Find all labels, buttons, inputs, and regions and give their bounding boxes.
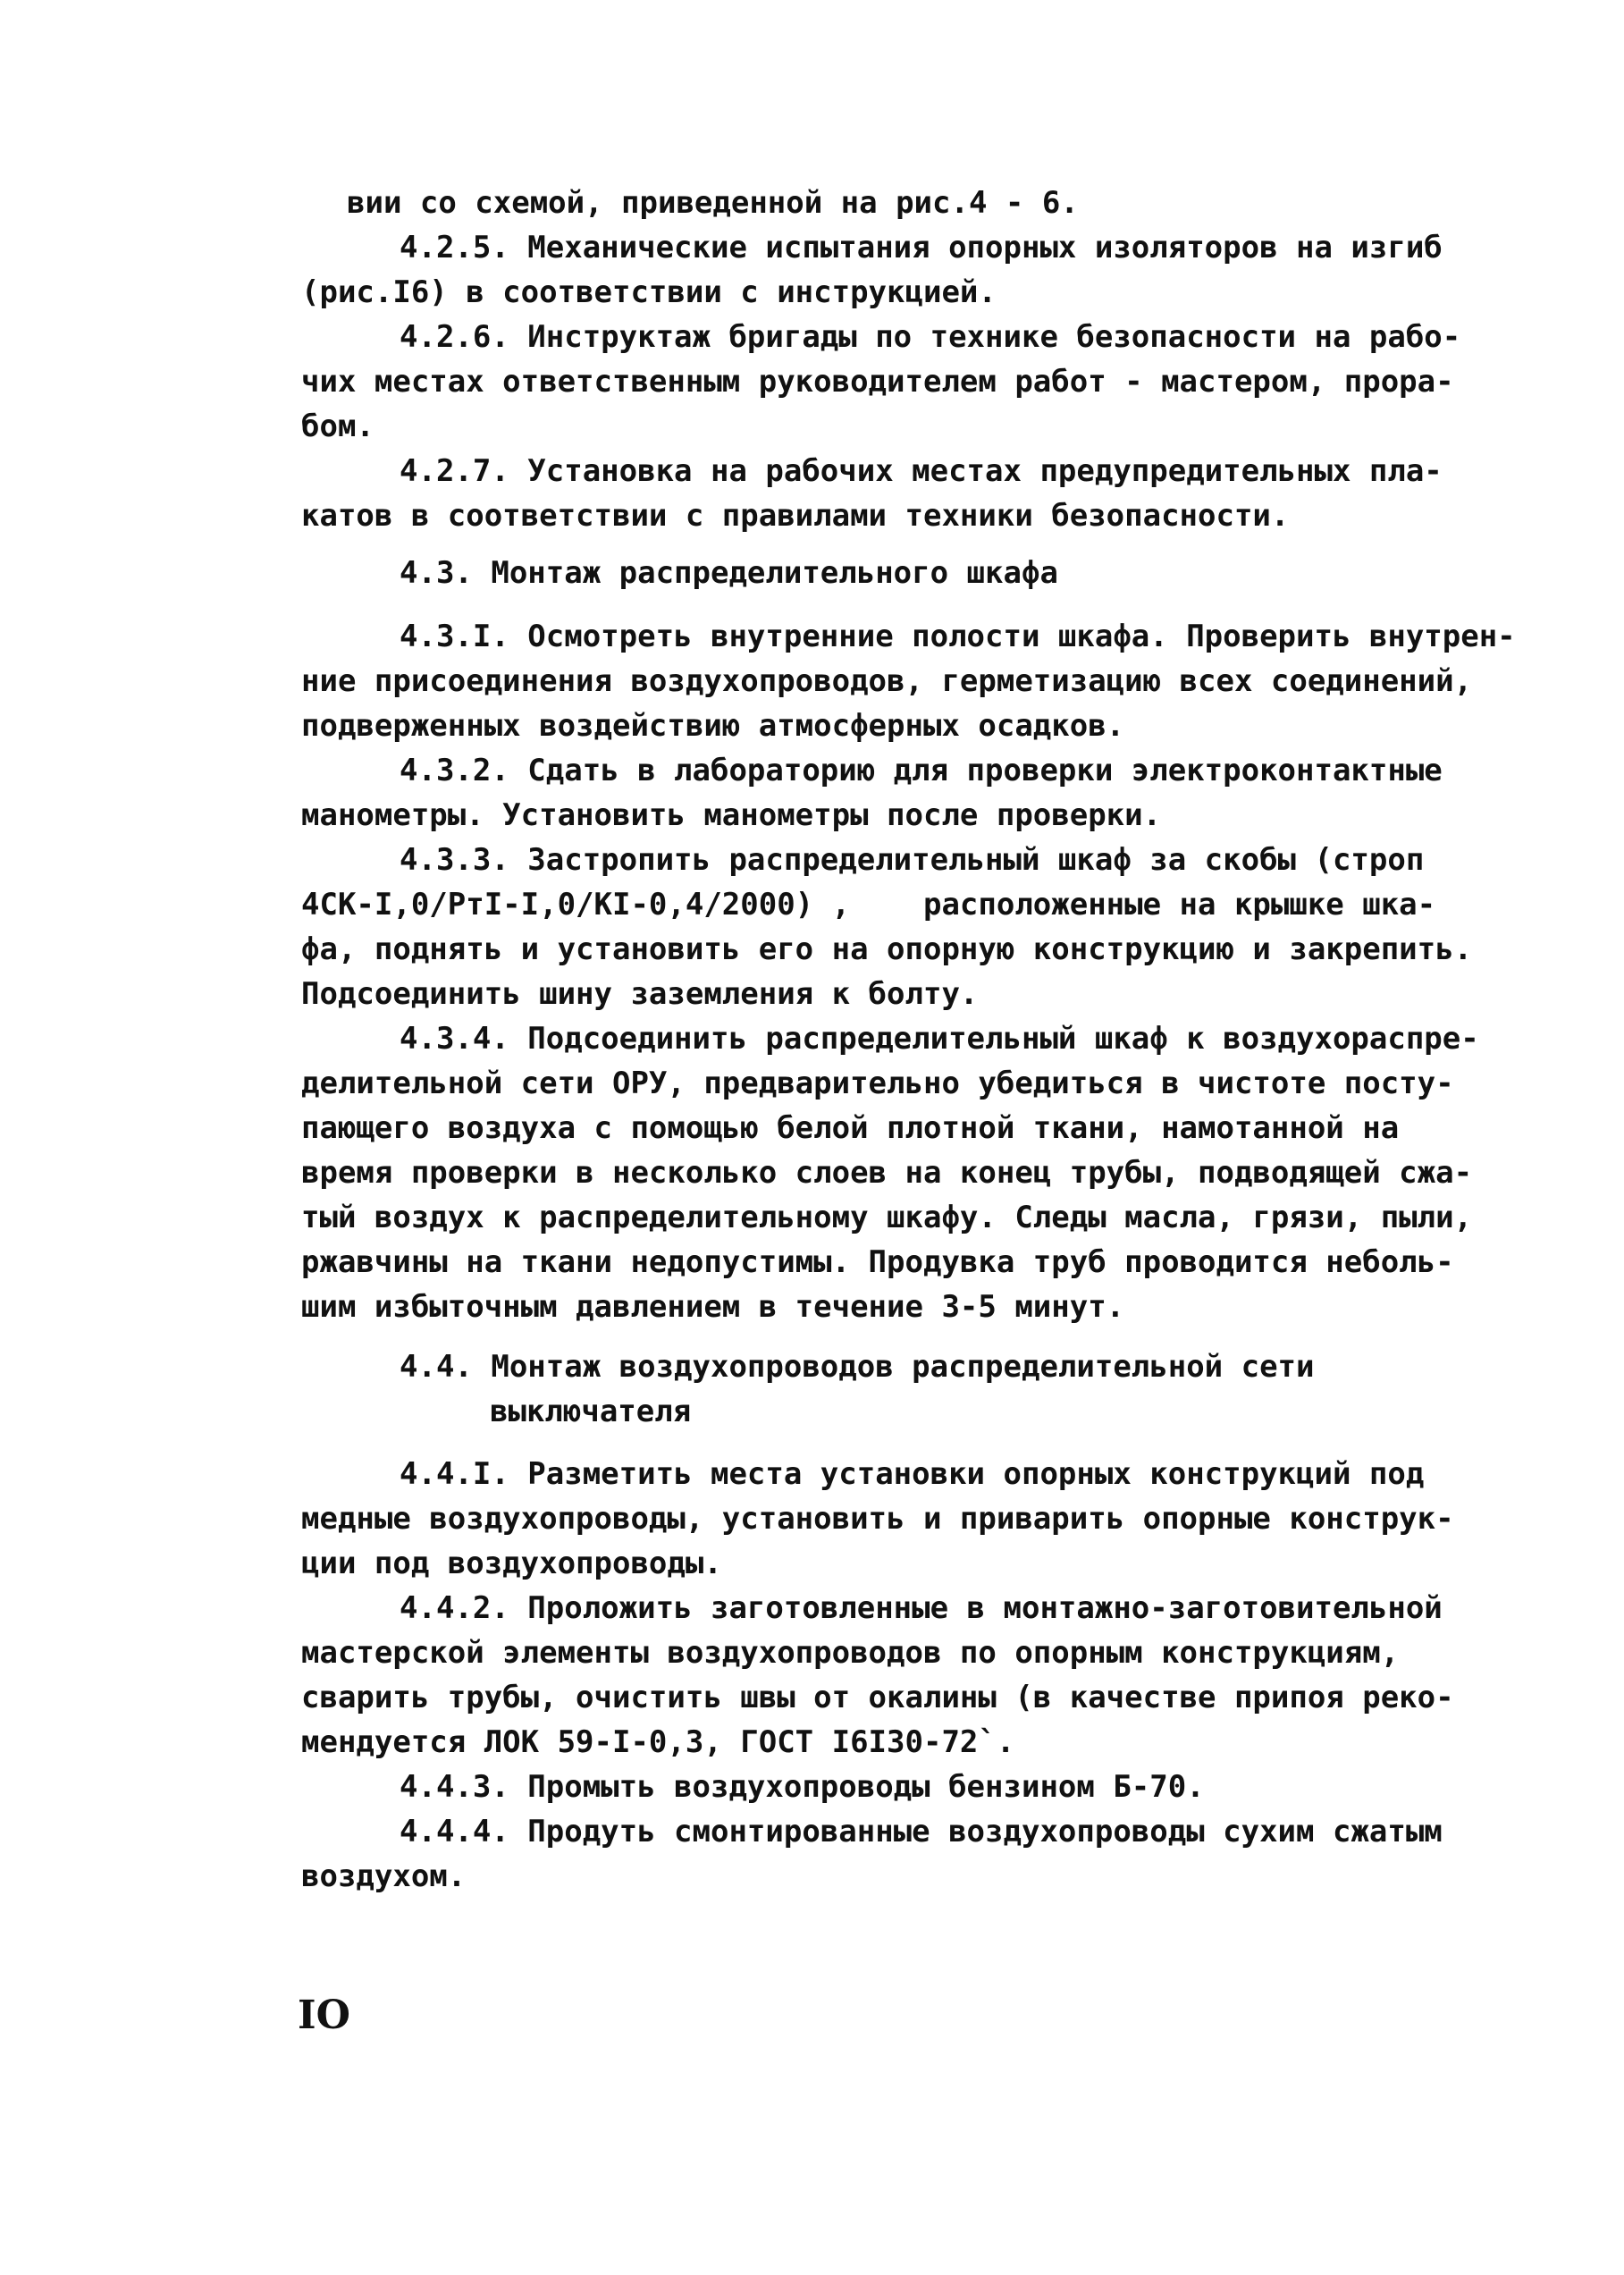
text-line: пающего воздуха с помощью белой плотной ткани, намотанной на (301, 1110, 1400, 1146)
text-line: 4.2.7. Установка на рабочих местах предупредительных пла- (400, 453, 1443, 489)
text-line: вии со схемой, приведенной на рис.4 - 6. (347, 185, 1079, 221)
text-line: 4.2.5. Механические испытания опорных изоляторов на изгиб (400, 230, 1443, 265)
page-number: IO (298, 1993, 350, 2038)
text-line: 4.3.I. Осмотреть внутренние полости шкафа. Проверить внутрен- (400, 619, 1516, 654)
text-line: 4.4.2. Проложить заготовленные в монтажно-заготовительной (400, 1590, 1443, 1626)
text-line: 4.4.I. Разметить места установки опорных конструкций под (400, 1456, 1425, 1492)
text-line: ции под воздухопроводы. (301, 1546, 722, 1581)
text-line: 4.3.3. Застропить распределительный шкаф за скобы (строп (400, 842, 1425, 878)
text-line: сварить трубы, очистить швы от окалины (в качестве припоя реко- (301, 1680, 1454, 1715)
text-line: время проверки в несколько слоев на конец трубы, подводящей сжа- (301, 1155, 1473, 1191)
text-line: мендуется ЛОК 59-I-0,3, ГОСТ I6I30-72`. (301, 1724, 1015, 1760)
text-line: фа, поднять и установить его на опорную конструкцию и закрепить. (301, 931, 1473, 967)
text-line: Подсоединить шину заземления к болту. (301, 976, 979, 1012)
text-line: 4.3.4. Подсоединить распределительный шкаф к воздухораспре- (400, 1021, 1479, 1057)
text-line: 4.4.4. Продуть смонтированные воздухопроводы сухим сжатым (400, 1814, 1443, 1849)
text-line: делительной сети ОРУ, предварительно убедиться в чистоте посту- (301, 1066, 1454, 1101)
text-line: бом. (301, 409, 374, 444)
text-line: манометры. Установить манометры после проверки. (301, 797, 1162, 833)
text-line: 4.2.6. Инструктаж бригады по технике безопасности на рабо- (400, 319, 1461, 355)
text-line: мастерской элементы воздухопроводов по опорным конструкциям, (301, 1635, 1400, 1671)
text-line: 4.3.2. Сдать в лабораторию для проверки электроконтактные (400, 753, 1443, 788)
text-line: подверженных воздействию атмосферных осадков. (301, 708, 1125, 744)
section-heading: 4.4. Монтаж воздухопроводов распределительной сети (400, 1349, 1315, 1385)
text-line: воздухом. (301, 1858, 467, 1894)
text-line: чих местах ответственным руководителем работ - мастером, прора- (301, 364, 1454, 400)
section-heading: 4.3. Монтаж распределительного шкафа (400, 555, 1058, 591)
text-line: шим избыточным давлением в течение 3-5 минут. (301, 1289, 1125, 1325)
text-line: 4.4.3. Промыть воздухопроводы бензином Б-70. (400, 1769, 1205, 1805)
text-line: 4СК-I,0/РтI-I,0/КI-0,4/2000) , расположенные на крышке шка- (301, 887, 1436, 923)
text-line: медные воздухопроводы, установить и приварить опорные конструк- (301, 1501, 1454, 1537)
text-line: катов в соответствии с правилами техники безопасности. (301, 498, 1290, 534)
text-line: ржавчины на ткани недопустимы. Продувка труб проводится неболь- (301, 1244, 1454, 1280)
text-line: (рис.I6) в соответствии с инструкцией. (301, 274, 997, 310)
text-line: ние присоединения воздухопроводов, герметизацию всех соединений, (301, 663, 1473, 699)
text-line: тый воздух к распределительному шкафу. Следы масла, грязи, пыли, (301, 1200, 1473, 1235)
section-heading: выключателя (490, 1394, 692, 1429)
